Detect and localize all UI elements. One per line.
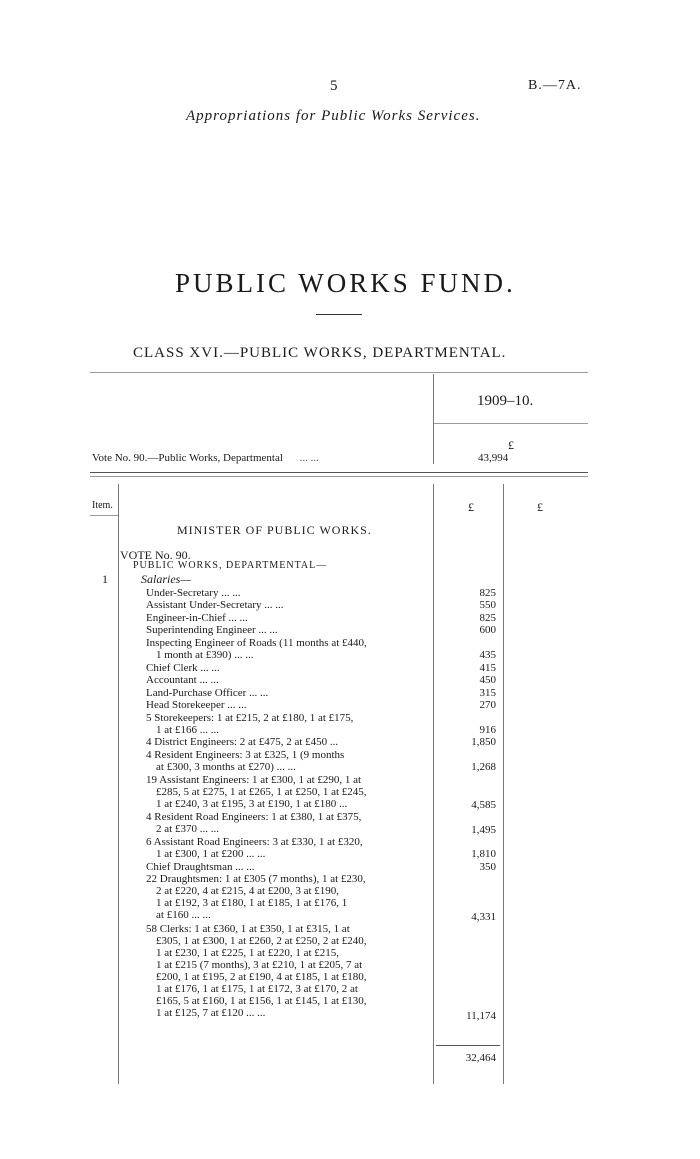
table-row xyxy=(146,749,432,773)
row-description-line: 2 at £370 ... ... xyxy=(156,823,219,836)
row-description-line: Accountant ... ... xyxy=(146,674,219,687)
row-description-line: Assistant Under-Secretary ... ... xyxy=(146,599,284,612)
item-column-divider xyxy=(118,484,119,1084)
row-description-line: £285, 5 at £275, 1 at £265, 1 at £250, 1 at £245, xyxy=(156,785,367,798)
row-description-line: Under-Secretary ... ... xyxy=(146,587,241,599)
page-number: 5 xyxy=(330,78,338,94)
page-subtitle: Appropriations for Public Works Services. xyxy=(186,108,481,124)
row-description-line: 6 Assistant Road Engineers: 3 at £330, 1 at £320, xyxy=(146,836,363,848)
table-row xyxy=(146,587,432,599)
section-heading: MINISTER OF PUBLIC WORKS. xyxy=(177,523,372,537)
row-description-line: Chief Clerk ... ... xyxy=(146,661,220,674)
table-row xyxy=(146,699,432,711)
table-row xyxy=(146,836,432,860)
row-amount: 415 xyxy=(479,661,496,674)
row-amount: 270 xyxy=(479,699,496,712)
row-description-line: 1 at £230, 1 at £225, 1 at £220, 1 at £215, xyxy=(156,947,340,960)
subtotal-rule xyxy=(436,1045,500,1046)
row-description-line: 2 at £220, 4 at £215, 4 at £200, 3 at £190, xyxy=(156,885,340,898)
vote-title: PUBLIC WORKS, DEPARTMENTAL— xyxy=(133,560,328,571)
row-description-line: 1 month at £390) ... ... xyxy=(156,648,254,661)
table-row xyxy=(146,873,432,921)
salaries-heading: Salaries— xyxy=(141,572,192,586)
row-amount: 1,810 xyxy=(471,848,496,861)
amount-column-divider xyxy=(433,484,434,1084)
row-description-line: Land-Purchase Officer ... ... xyxy=(146,686,269,699)
table-row xyxy=(146,811,432,835)
row-amount: 1,268 xyxy=(471,761,496,774)
summary-bottom-rule-2 xyxy=(90,476,588,477)
item-number: 1 xyxy=(102,572,108,586)
table-row xyxy=(146,599,432,611)
row-amount: 916 xyxy=(479,723,496,736)
row-description-line: 1 at £176, 1 at £175, 1 at £172, 3 at £170, 2 at xyxy=(156,983,358,996)
row-amount: 350 xyxy=(479,860,496,873)
row-description-line: £200, 1 at £195, 2 at £190, 4 at £185, 1 at £180, xyxy=(156,971,367,984)
row-amount: 1,495 xyxy=(471,823,496,836)
row-description-line: 19 Assistant Engineers: 1 at £300, 1 at £290, 1 at xyxy=(146,773,362,786)
summary-top-rule xyxy=(90,372,588,373)
summary-currency: £ xyxy=(508,438,514,452)
table-row xyxy=(146,624,432,636)
table-row xyxy=(146,712,432,736)
row-amount: 11,174 xyxy=(466,1010,496,1023)
row-description-line: 4 District Engineers: 2 at £475, 2 at £450 ... xyxy=(146,736,339,749)
row-description-line: 4 Resident Engineers: 3 at £325, 1 (9 months xyxy=(146,748,345,761)
document-reference: B.—7A. xyxy=(528,78,582,93)
row-amount: 1,850 xyxy=(471,736,496,749)
table-row xyxy=(146,861,432,873)
summary-vote-amount: 43,994 xyxy=(478,452,509,464)
row-amount: 450 xyxy=(479,674,496,687)
table-row xyxy=(146,923,432,1019)
row-amount: 4,585 xyxy=(471,798,496,811)
row-description-line: 58 Clerks: 1 at £360, 1 at £350, 1 at £315, 1 at xyxy=(146,923,350,936)
row-amount: 315 xyxy=(479,686,496,699)
vote-number: VOTE No. 90. xyxy=(120,548,191,562)
row-description-line: Head Storekeeper ... ... xyxy=(146,699,247,712)
table-row xyxy=(146,736,432,748)
row-description-line: 5 Storekeepers: 1 at £215, 2 at £180, 1 at £175, xyxy=(146,711,354,724)
row-amount: 825 xyxy=(479,587,496,599)
summary-column-divider xyxy=(433,374,434,464)
row-description-line: 1 at £300, 1 at £200 ... ... xyxy=(156,848,266,860)
row-description-line: 22 Draughtsmen: 1 at £305 (7 months), 1 at £230, xyxy=(146,873,366,886)
row-description-line: 1 at £215 (7 months), 3 at £210, 1 at £205, 7 at xyxy=(156,959,363,972)
row-description-line: Chief Draughtsman ... ... xyxy=(146,860,255,873)
row-description-line: Engineer-in-Chief ... ... xyxy=(146,611,248,624)
item-column-header: Item. xyxy=(92,500,113,511)
row-description-line: £305, 1 at £300, 1 at £260, 2 at £250, 2 at £240, xyxy=(156,935,367,948)
subtotal-amount: 32,464 xyxy=(465,1052,496,1064)
year-header-rule xyxy=(434,423,588,424)
table-row xyxy=(146,674,432,686)
row-amount: 550 xyxy=(479,599,496,612)
summary-vote-label: Vote No. 90.—Public Works, Departmental ... ... xyxy=(92,452,319,464)
item-header-rule xyxy=(90,515,118,516)
row-description-line: at £160 ... ... xyxy=(156,909,211,922)
page-title: PUBLIC WORKS FUND. xyxy=(175,268,516,298)
table-row xyxy=(146,687,432,699)
table-row xyxy=(146,774,432,810)
row-amount: 600 xyxy=(479,624,496,637)
row-description-line: Inspecting Engineer of Roads (11 months at £440, xyxy=(146,636,367,649)
class-heading: CLASS XVI.—PUBLIC WORKS, DEPARTMENTAL. xyxy=(133,345,507,361)
table-row xyxy=(146,612,432,624)
row-description-line: Superintending Engineer ... ... xyxy=(146,624,278,637)
table-row xyxy=(146,662,432,674)
row-description-line: 1 at £166 ... ... xyxy=(156,723,219,736)
row-description-line: 1 at £125, 7 at £120 ... ... xyxy=(156,1007,266,1020)
row-description-line: at £300, 3 months at £270) ... ... xyxy=(156,760,296,773)
title-rule xyxy=(316,314,362,315)
table-row xyxy=(146,637,432,661)
row-amount: 435 xyxy=(479,649,496,662)
summary-bottom-rule xyxy=(90,472,588,473)
row-amount: 825 xyxy=(479,611,496,624)
row-amount: 4,331 xyxy=(471,910,496,923)
row-description-line: 1 at £192, 3 at £180, 1 at £185, 1 at £176, 1 xyxy=(156,897,348,910)
row-description-line: 1 at £240, 3 at £195, 3 at £190, 1 at £180 ... xyxy=(156,797,348,810)
total-column-divider xyxy=(503,484,504,1084)
row-description-line: £165, 5 at £160, 1 at £156, 1 at £145, 1 at £130, xyxy=(156,995,367,1008)
year-header: 1909–10. xyxy=(477,393,534,409)
amount-column-currency: £ xyxy=(468,500,474,514)
total-column-currency: £ xyxy=(537,500,543,514)
row-description-line: 4 Resident Road Engineers: 1 at £380, 1 at £375, xyxy=(146,811,362,824)
